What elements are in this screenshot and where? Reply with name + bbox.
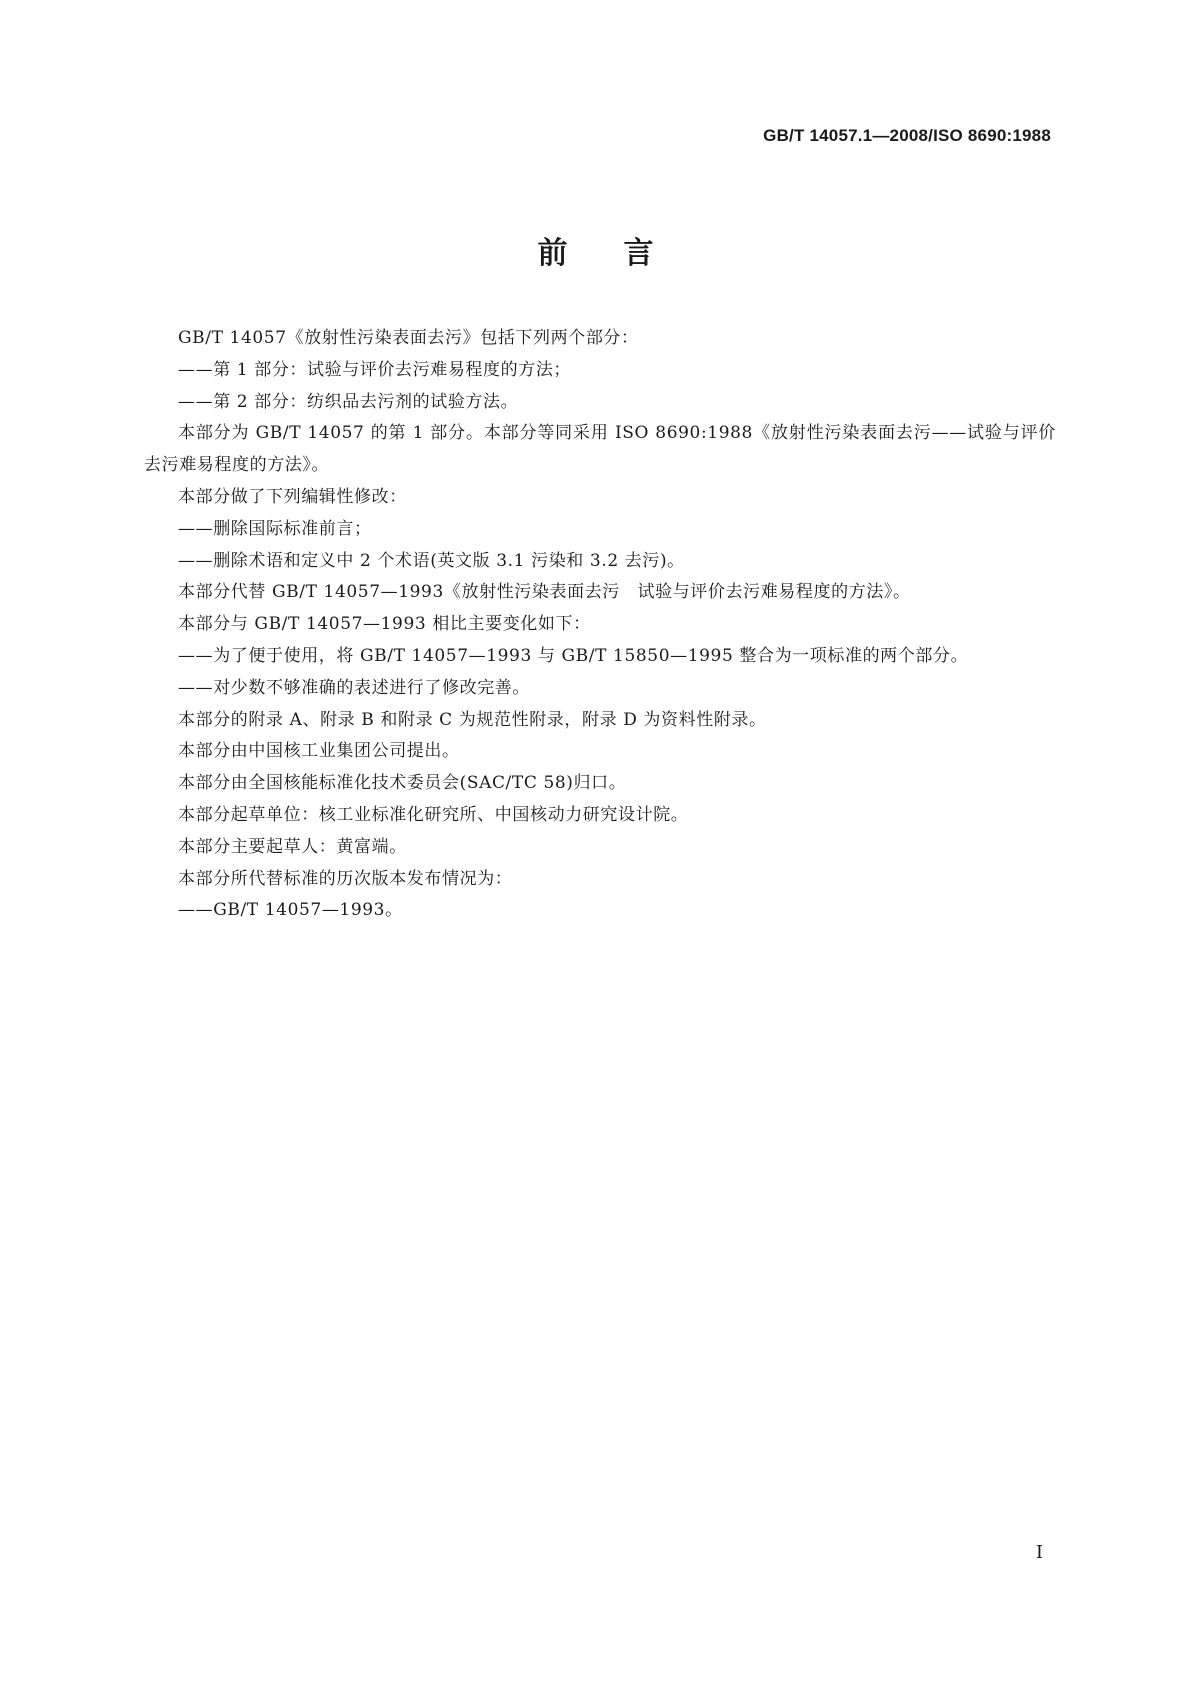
page-title: 前言 bbox=[537, 236, 710, 271]
list-item: ——为了便于使用，将 GB/T 14057—1993 与 GB/T 15850—1995 整合为一项标准的两个部分。 bbox=[178, 645, 969, 666]
list-item: ——GB/T 14057—1993。 bbox=[178, 900, 403, 921]
paragraph: 本部分所代替标准的历次版本发布情况为： bbox=[178, 868, 513, 889]
list-item: ——删除术语和定义中 2 个术语(英文版 3.1 污染和 3.2 去污)。 bbox=[178, 550, 685, 571]
foreword-body bbox=[144, 323, 1056, 927]
paragraph: 本部分由中国核工业集团公司提出。 bbox=[178, 741, 460, 762]
paragraph: 本部分主要起草人：黄富端。 bbox=[178, 836, 407, 857]
paragraph: 本部分起草单位：核工业标准化研究所、中国核动力研究设计院。 bbox=[178, 804, 689, 825]
paragraph: 本部分做了下列编辑性修改： bbox=[178, 486, 407, 507]
list-item: ——对少数不够准确的表述进行了修改完善。 bbox=[178, 677, 530, 698]
paragraph: GB/T 14057《放射性污染表面去污》包括下列两个部分： bbox=[178, 328, 639, 348]
paragraph: 本部分由全国核能标准化技术委员会(SAC/TC 58)归口。 bbox=[178, 773, 627, 794]
list-item: ——第 1 部分：试验与评价去污难易程度的方法； bbox=[178, 359, 572, 380]
list-item: ——第 2 部分：纺织品去污剂的试验方法。 bbox=[178, 391, 519, 412]
list-item: ——删除国际标准前言； bbox=[178, 518, 372, 539]
paragraph: 本部分为 GB/T 14057 的第 1 部分。本部分等同采用 ISO 8690:1988《放射性污染表面去污——试验与评价去污难易程度的方法》。 bbox=[144, 423, 1056, 476]
page-number: I bbox=[1035, 1542, 1043, 1563]
standard-code: GB/T 14057.1—2008/ISO 8690:1988 bbox=[763, 126, 1051, 145]
paragraph: 本部分的附录 A、附录 B 和附录 C 为规范性附录，附录 D 为资料性附录。 bbox=[178, 709, 767, 730]
paragraph: 本部分代替 GB/T 14057—1993《放射性污染表面去污 试验与评价去污难易程度的方法》。 bbox=[178, 582, 911, 603]
paragraph: 本部分与 GB/T 14057—1993 相比主要变化如下： bbox=[178, 614, 591, 635]
